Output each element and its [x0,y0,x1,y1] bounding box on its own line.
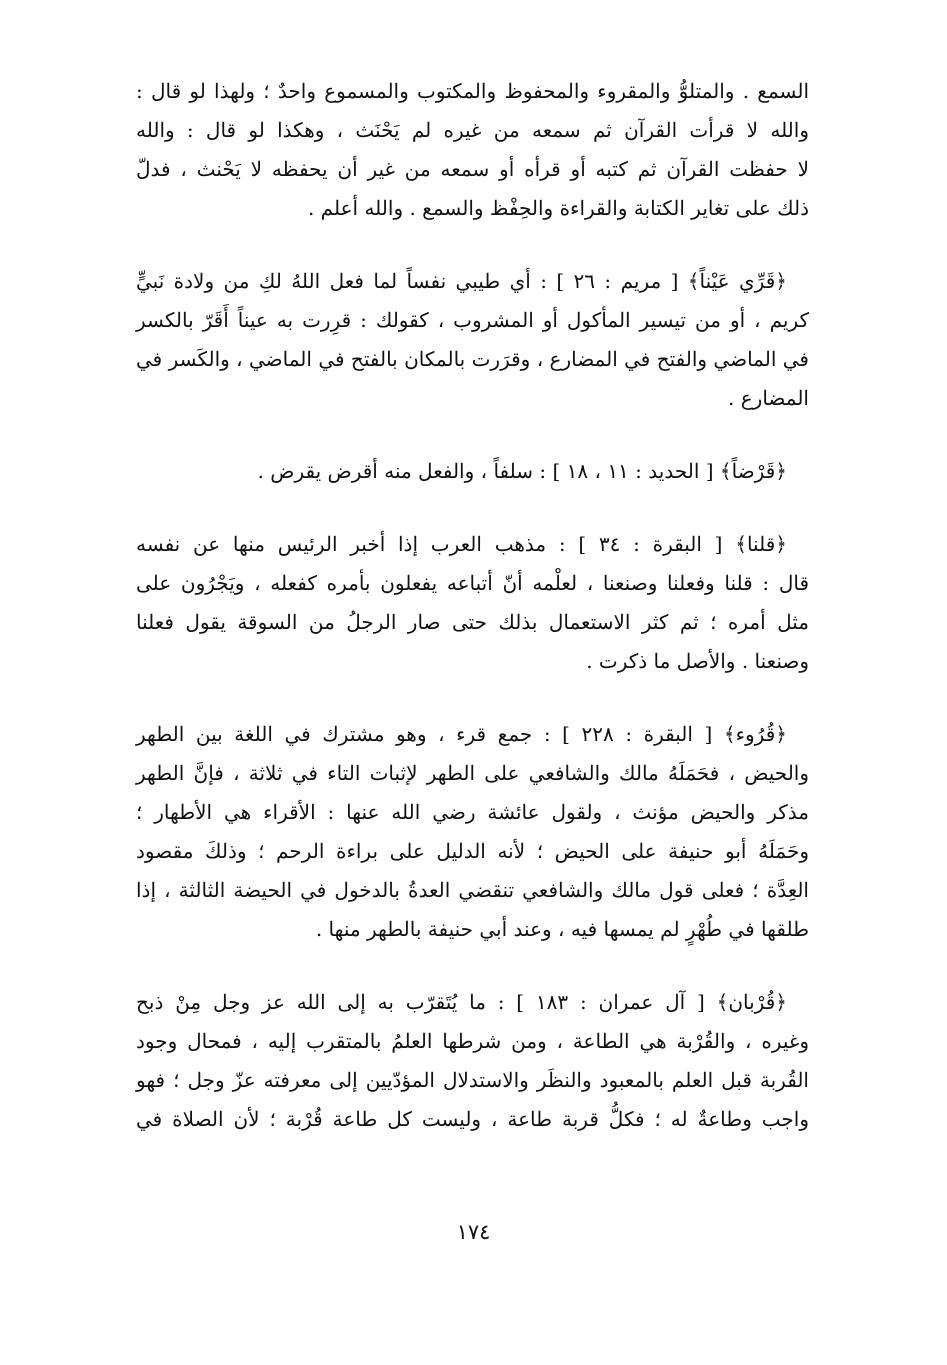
text-line: واجب وطاعةٌ له ؛ فكلُّ قربة طاعة ، وليست كل طاعة قُرْبة ؛ لأن الصلاة في [136,1107,809,1131]
text-line: في الماضي والفتح في المضارع ، وقرَرت بالمكان بالفتح في الماضي ، والكَسر في [136,347,809,371]
text-line: ﴿قلنا﴾ [ البقرة : ٣٤ ] : مذهب العرب إذا أخبر الرئيس منها عن نفسه [136,532,787,556]
text-line: العِدَّة ؛ فعلى قول مالك والشافعي تنقضي العدةُ بالدخول في الحيضة الثالثة ، إذا [136,878,809,902]
text-line: القُربة قبل العلم بالمعبود والنظَر والاستدلال المؤدّيين إلى معرفته عزّ وجل ؛ فهو [136,1068,809,1092]
paragraph-qarri-aynan [136,262,809,418]
text-line: ﴿قَرِّي عَيْناً﴾ [ مريم : ٢٦ ] : أي طيبي نفساً لما فعل اللهُ لكِ من ولادة نَبيٍّ [136,269,787,293]
text-line: والله لا قرأت القرآن ثم سمعه من غيره لم يَحْنَث ، وهكذا لو قال : والله [136,118,809,142]
text-line: ﴿قَرْضاً﴾ [ الحديد : ١١ ، ١٨ ] : سلفاً ، والفعل منه أقرض يقرض . [257,459,787,483]
text-line: وصنعنا . والأصل ما ذكرت . [586,649,809,673]
text-line: طلقها في طُهْرٍ لم يمسها فيه ، وعند أبي حنيفة بالطهر منها . [315,917,809,941]
paragraph-hearing [136,72,809,228]
text-line: المضارع . [728,386,809,410]
paragraph-qurban [136,983,809,1139]
paragraph-quru [136,715,809,949]
text-line: ﴿قُرْبان﴾ [ آل عمران : ١٨٣ ] : ما يُتَقرّب به إلى الله عز وجل مِنْ ذبح [136,990,787,1014]
text-line: ﴿قُرُوء﴾ [ البقرة : ٢٢٨ ] : جمع قرء ، وهو مشترك في اللغة بين الطهر [136,722,787,746]
text-line: ذلك على تغاير الكتابة والقراءة والحِفْظ والسمع . والله أعلم . [307,196,809,220]
text-line: مذكر والحيض مؤنث ، ولقول عائشة رضي الله عنها : الأقراء هي الأطهار ؛ [136,800,809,824]
paragraph-qulna [136,525,809,681]
text-line: والحيض ، فحَمَلَهُ مالك والشافعي على الطهر لإثبات التاء في ثلاثة ، فإنَّ الطهر [136,761,809,785]
text-line: لا حفظت القرآن ثم كتبه أو قرأه أو سمعه من غير أن يحفظه لا يَحْنث ، فدلّ [136,157,809,181]
page-number: ١٧٤ [456,1220,491,1244]
page-body [136,72,809,1139]
text-line: السمع . والمتلوُّ والمقروء والمحفوظ والمكتوب والمسموع واحدٌ ؛ ولهذا لو قال : [136,79,809,103]
text-line: كريم ، أو من تيسير المأكول أو المشروب ، كقولك : قرِرت به عيناً أَقَرّ بالكسر [136,308,809,332]
text-line: وغيره ، والقُرْبة هي الطاعة ، ومن شرطها العلمُ بالمتقرب إليه ، فمحال وجود [136,1029,809,1053]
paragraph-qardan [136,452,809,491]
text-line: مثل أمره ؛ ثم كثر الاستعمال بذلك حتى صار الرجلُ من السوقة يقول فعلنا [136,610,809,634]
text-line: وحَمَلَهُ أبو حنيفة على الحيض ؛ لأنه الدليل على براءة الرحم ؛ وذلكَ مقصود [136,839,809,863]
text-line: قال : قلنا وفعلنا وصنعنا ، لعلْمه أنّ أتباعه يفعلون بأمره كفعله ، ويَجْرُون على [136,571,810,595]
